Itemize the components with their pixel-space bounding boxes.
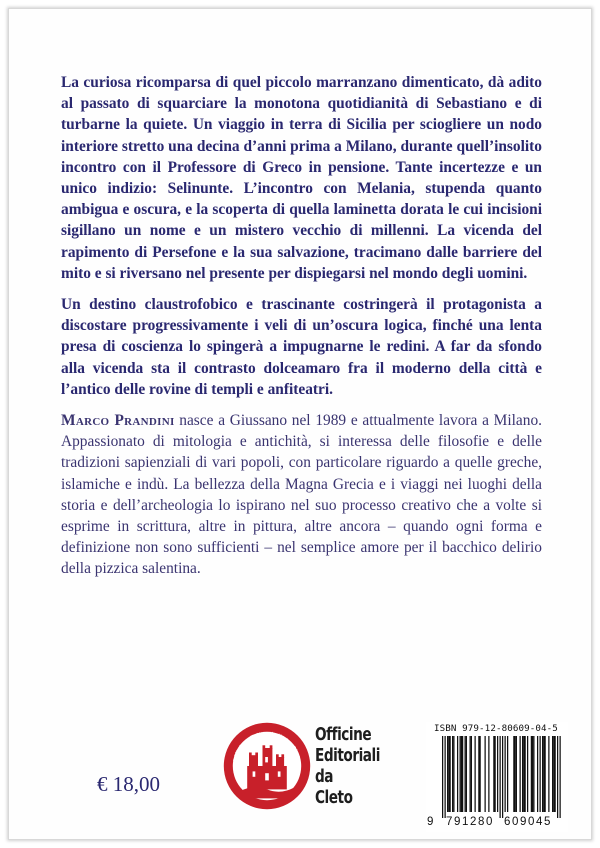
barcode-bar bbox=[502, 736, 503, 818]
barcode-bar bbox=[453, 736, 454, 812]
barcode-bar bbox=[527, 736, 528, 812]
barcode-bar bbox=[542, 736, 543, 812]
barcode-bar bbox=[478, 736, 479, 812]
seal-text: Officine Editoriali da Cleto bbox=[232, 731, 302, 764]
barcode-bar bbox=[452, 736, 453, 812]
barcode-bar bbox=[515, 736, 516, 812]
barcode-bar bbox=[461, 736, 462, 812]
publisher-line-4: Cleto bbox=[315, 788, 353, 808]
barcode-bar bbox=[485, 736, 486, 812]
publisher-seal-logo bbox=[222, 721, 312, 811]
price: € 18,00 bbox=[97, 772, 160, 796]
barcode-bar bbox=[525, 736, 526, 812]
barcode-bar bbox=[497, 736, 498, 812]
barcode-bar bbox=[557, 736, 558, 818]
barcode-bar bbox=[462, 736, 463, 812]
barcode-bar bbox=[450, 736, 451, 812]
isbn-barcode-block bbox=[426, 722, 568, 832]
barcode-bar bbox=[500, 736, 501, 818]
barcode-bar bbox=[457, 736, 458, 812]
barcode-bar bbox=[532, 736, 533, 812]
barcode-bar bbox=[531, 736, 532, 812]
publisher-line-2: Editoriali bbox=[315, 746, 380, 766]
barcode-bar bbox=[505, 736, 506, 812]
barcode-bar bbox=[493, 736, 494, 812]
barcode-bar bbox=[543, 736, 544, 812]
ean-first-digit: 9 bbox=[427, 816, 434, 828]
author-name: Marco Prandini bbox=[61, 412, 175, 430]
barcode-bar bbox=[522, 736, 523, 812]
barcode-bar bbox=[466, 736, 467, 812]
barcode-bar bbox=[548, 736, 549, 812]
barcode-bar bbox=[448, 736, 449, 812]
publisher-name bbox=[315, 725, 380, 809]
barcode-bar bbox=[460, 736, 461, 812]
blurb-paragraph-2: Un destino claustrofobico e trascinante costringerà il protagonista a discostare progressivamente i veli di un’oscura logica, finché una lenta presa di coscienza lo spingerà a impugnarne le redini. A far da sfondo alla vicenda sta il contrasto dolceamaro fra il moderno della città e l’antico delle rovine di templi e anfiteatri. bbox=[61, 296, 542, 398]
barcode-bar bbox=[471, 736, 472, 812]
barcode-bar bbox=[516, 736, 517, 812]
barcode-bar bbox=[445, 736, 446, 818]
barcode-bar bbox=[540, 736, 541, 812]
barcode-bar bbox=[507, 736, 508, 812]
barcode-bar bbox=[523, 736, 524, 812]
author-bio bbox=[61, 410, 542, 580]
blurb-paragraph-1: La curiosa ricomparsa di quel piccolo marranzano dimenticato, dà adito al passato di squarciare la monotona quotidianità di Sebastiano e di turbarne la quiete. Un viaggio in terra di Sicilia per sciogliere un nodo interiore stretto una decina d’anni prima a Milano, durante quell’insolito incontro con il Professore di Greco in pensione. Tante incertezze e un unico indizio: Selinunte. L’incontro con Melania, stupenda quanto ambigua e oscura, e la scoperta di quella laminetta dorata le cui incisioni sigillano un nome e un mistero vecchio di millenni. La vicenda del rapimento di Persefone e la sua salvazione, tracimano dalle barriere del mito e si riversano nel presente per dispiegarsi nel mondo degli uomini. bbox=[61, 74, 542, 282]
barcode-bar bbox=[513, 736, 514, 812]
barcode-bar bbox=[475, 736, 476, 812]
barcode-bar bbox=[465, 736, 466, 812]
publisher-line-1: Officine bbox=[315, 725, 372, 745]
isbn-label: ISBN 979-12-80609-04-5 bbox=[434, 723, 558, 734]
barcode-bar bbox=[470, 736, 471, 812]
barcode-bar bbox=[560, 736, 561, 818]
barcode-bar bbox=[488, 736, 489, 812]
barcode-bar bbox=[495, 736, 496, 812]
barcode-bar bbox=[552, 736, 553, 812]
back-cover bbox=[8, 8, 592, 840]
barcode-bar bbox=[520, 736, 521, 812]
barcode bbox=[430, 736, 564, 818]
ean-right-group: 609045 bbox=[504, 816, 552, 828]
publisher-line-3: da bbox=[315, 767, 334, 787]
ean-left-group: 791280 bbox=[446, 816, 494, 828]
barcode-bar bbox=[545, 736, 546, 812]
blurb bbox=[61, 72, 542, 580]
barcode-bar bbox=[555, 736, 556, 812]
barcode-bar bbox=[480, 736, 481, 812]
barcode-bar bbox=[553, 736, 554, 812]
barcode-bar bbox=[533, 736, 534, 812]
barcode-bar bbox=[537, 736, 538, 812]
author-bio-text: nasce a Giussano nel 1989 e attualmente lavora a Milano. Appassionato di mitologia e antichità, si interessa delle filosofie e delle tradizioni sapienziali di vari popoli, con particolare riguardo a quelle greche, islamiche e indù. La bellezza della Magna Grecia e i viaggi nei luoghi della storia e dell’archeologia lo ispirano nel suo processo creativo che a volte si esprime in scrittura, altre in pittura, altre ancora – quando ogni forma e definizione non sono sufficienti – nel semplice amore per il bacchico delirio della pizzica salentina. bbox=[61, 412, 542, 578]
barcode-bar bbox=[442, 736, 443, 818]
barcode-bar bbox=[447, 736, 448, 812]
